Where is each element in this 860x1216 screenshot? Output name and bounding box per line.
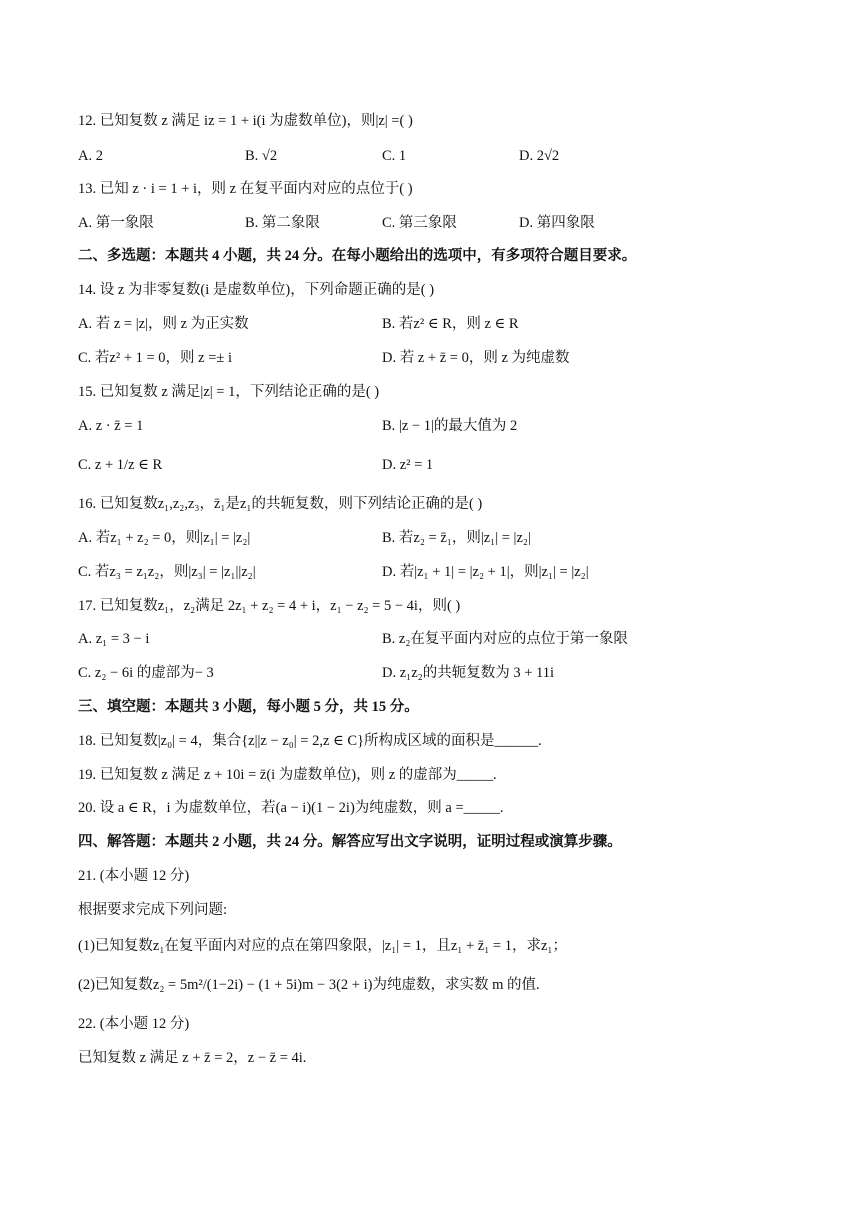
question-22-stem: 已知复数 z 满足 z + z̄ = 2，z − z̄ = 4i. [78,1050,307,1066]
section-2-heading: 二、多选题：本题共 4 小题，共 24 分。在每小题给出的选项中，有多项符合题目要求。 [78,248,637,264]
question-16-stem: 16. 已知复数z₁,z₂,z₃，z̄₁是z₁的共轭复数，则下列结论正确的是( ) [78,496,483,512]
q17-option-a: A. z₁ = 3 − i [78,631,150,647]
question-22-heading: 22. (本小题 12 分) [78,1016,190,1032]
q13-option-a: A. 第一象限 [78,215,154,231]
q14-option-d: D. 若 z + z̄ = 0，则 z 为纯虚数 [382,350,570,366]
q12-option-a: A. 2 [78,148,103,164]
q16-option-a: A. 若z₁ + z₂ = 0，则|z₁| = |z₂| [78,530,251,546]
q17-option-b: B. z₂在复平面内对应的点位于第一象限 [382,631,628,647]
q17-option-c: C. z₂ − 6i 的虚部为− 3 [78,665,214,681]
question-21-intro: 根据要求完成下列问题: [78,902,228,918]
question-19: 19. 已知复数 z 满足 z + 10i = z̄(i 为虚数单位)，则 z 的虚部为_____. [78,767,497,783]
q17-option-d: D. z₁z₂的共轭复数为 3 + 11i [382,665,554,681]
question-12-stem: 12. 已知复数 z 满足 iz = 1 + i(i 为虚数单位)，则|z| =( ) [78,113,413,129]
q16-option-d: D. 若|z₁ + 1| = |z₂ + 1|，则|z₁| = |z₂| [382,564,589,580]
q12-option-c: C. 1 [382,148,407,164]
q15-option-c: C. z + 1/z ∈ R [78,457,163,473]
q13-option-c: C. 第三象限 [382,215,457,231]
q14-option-b: B. 若z² ∈ R，则 z ∈ R [382,316,519,332]
question-15-stem: 15. 已知复数 z 满足|z| = 1，下列结论正确的是( ) [78,384,380,400]
question-21-part-1: (1)已知复数z₁在复平面内对应的点在第四象限，|z₁| = 1，且z₁ + z̄₁ = 1，求z₁； [78,938,567,954]
q13-option-b: B. 第二象限 [245,215,320,231]
question-14-stem: 14. 设 z 为非零复数(i 是虚数单位)，下列命题正确的是( ) [78,282,435,298]
q15-option-d: D. z² = 1 [382,457,434,473]
section-4-heading: 四、解答题：本题共 2 小题，共 24 分。解答应写出文字说明，证明过程或演算步骤。 [78,834,622,850]
q15-option-a: A. z · z̄ = 1 [78,418,144,434]
question-21-part-2: (2)已知复数z₂ = 5m²/(1−2i) − (1 + 5i)m − 3(2 + i)为纯虚数，求实数 m 的值. [78,977,540,993]
question-18: 18. 已知复数|z₀| = 4，集合{z||z − z₀| = 2,z ∈ C}所构成区域的面积是______. [78,733,542,749]
q14-option-a: A. 若 z = |z|，则 z 为正实数 [78,316,249,332]
question-21-heading: 21. (本小题 12 分) [78,868,190,884]
q16-option-c: C. 若z₃ = z₁z₂，则|z₃| = |z₁||z₂| [78,564,256,580]
q13-option-d: D. 第四象限 [519,215,595,231]
q12-option-b: B. √2 [245,148,278,164]
question-20: 20. 设 a ∈ R，i 为虚数单位，若(a − i)(1 − 2i)为纯虚数，则 a =_____. [78,800,504,816]
q12-option-d: D. 2√2 [519,148,560,164]
q15-option-b: B. |z − 1|的最大值为 2 [382,418,518,434]
q14-option-c: C. 若z² + 1 = 0，则 z =± i [78,350,233,366]
section-3-heading: 三、填空题：本题共 3 小题，每小题 5 分，共 15 分。 [78,699,419,715]
question-13-stem: 13. 已知 z · i = 1 + i，则 z 在复平面内对应的点位于( ) [78,181,413,197]
q16-option-b: B. 若z₂ = z̄₁，则|z₁| = |z₂| [382,530,531,546]
question-17-stem: 17. 已知复数z₁，z₂满足 2z₁ + z₂ = 4 + i，z₁ − z₂ = 5 − 4i，则( ) [78,598,461,614]
